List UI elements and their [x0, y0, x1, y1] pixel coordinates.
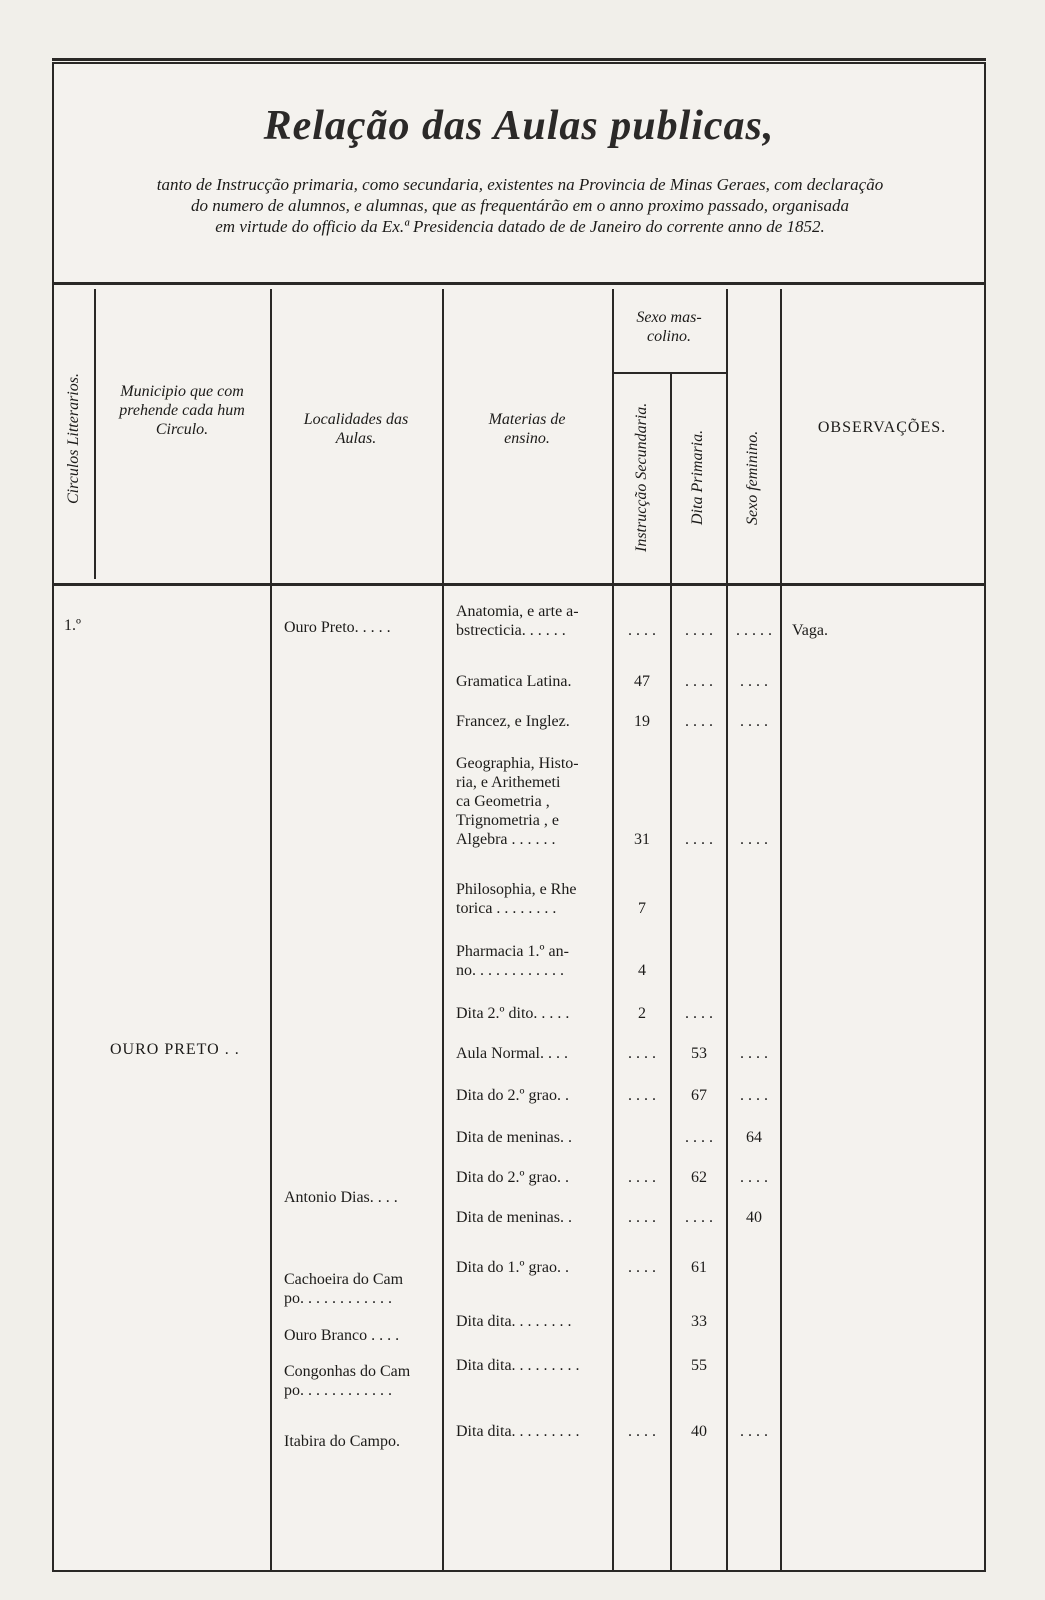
primaria-value: . . . . — [685, 713, 713, 730]
materia-line: Dita dita. . . . . . . . . — [456, 1423, 580, 1440]
materia-line: Dita 2.º dito. . . . . — [456, 1005, 570, 1022]
materia-line: ca Geometria , — [456, 793, 550, 810]
materia-line: Philosophia, e Rhe — [456, 881, 577, 898]
materia-line: Dita do 2.º grao. . — [456, 1087, 569, 1104]
col-divider — [270, 289, 272, 1572]
header-instrucao-secundaria: Instrucção Secundaria. — [633, 402, 650, 553]
header-circulos: Circulos Litterarios. — [65, 373, 82, 505]
materia-line: Algebra . . . . . . — [456, 831, 556, 848]
col-divider — [670, 374, 672, 1572]
feminino-value: . . . . — [740, 1423, 768, 1440]
header-municipio: Municipio que com prehende cada hum Circulo. — [119, 383, 245, 438]
materia-line: bstrecticia. . . . . . — [456, 622, 566, 639]
materia-line: Pharmacia 1.º an- — [456, 943, 569, 960]
primaria-value: . . . . — [685, 831, 713, 848]
header-localidades: Localidades das Aulas. — [303, 411, 409, 447]
primaria-value: 40 — [691, 1423, 707, 1440]
secundaria-value: 47 — [634, 673, 650, 690]
materia-line: Dita do 1.º grao. . — [456, 1259, 569, 1276]
feminino-value: 64 — [746, 1129, 762, 1146]
header-sexo-masculino: Sexo mas- colino. — [636, 309, 702, 345]
materia-line: no. . . . . . . . . . . . — [456, 962, 564, 979]
secundaria-value: . . . . — [628, 1423, 656, 1440]
header-dita-primaria: Dita Primaria. — [689, 429, 706, 526]
materia-line: Dita dita. . . . . . . . — [456, 1313, 572, 1330]
header-sexo-feminino: Sexo feminino. — [744, 430, 761, 525]
materia-line: Trignometria , e — [456, 812, 559, 829]
secundaria-value: 19 — [634, 713, 650, 730]
materia-line: Anatomia, e arte a- — [456, 603, 579, 620]
primaria-value: . . . . — [685, 673, 713, 690]
materia-line: Gramatica Latina. — [456, 673, 572, 690]
top-border — [52, 58, 986, 61]
feminino-value: . . . . — [740, 1169, 768, 1186]
localidade-line: Ouro Branco . . . . — [284, 1327, 400, 1344]
primaria-value: . . . . — [685, 1209, 713, 1226]
primaria-value: 55 — [691, 1357, 707, 1374]
localidade-line: Antonio Dias. . . . — [284, 1189, 398, 1206]
localidade-line: po. . . . . . . . . . . . — [284, 1290, 392, 1307]
localidade-line: Congonhas do Cam — [284, 1363, 411, 1380]
feminino-value: . . . . — [740, 1045, 768, 1062]
primaria-value: . . . . — [685, 622, 713, 639]
localidade-line: Cachoeira do Cam — [284, 1271, 404, 1288]
subheader-rule — [612, 372, 726, 374]
subtitle-line: em virtude do officio da Ex.ª Presidencia datado de de Janeiro do corrente anno de 1852. — [215, 217, 825, 236]
page-subtitle — [72, 174, 968, 237]
secundaria-value: 31 — [634, 831, 650, 848]
localidade-line: Itabira do Campo. — [284, 1433, 400, 1450]
primaria-value: 67 — [691, 1087, 707, 1104]
subtitle-line: do numero de alumnos, e alumnas, que as frequentárão em o anno proximo passado, organisada — [190, 196, 850, 215]
materia-line: Dita de meninas. . — [456, 1129, 572, 1146]
header-observacoes: OBSERVAÇÕES. — [817, 419, 947, 436]
feminino-value: . . . . — [740, 831, 768, 848]
materia-line: Dita do 2.º grao. . — [456, 1169, 569, 1186]
subtitle-line: tanto de Instrucção primaria, como secundaria, existentes na Provincia de Minas Geraes, com declaração — [156, 175, 884, 194]
materia-line: ria, e Arithemeti — [456, 774, 561, 791]
secundaria-value: 2 — [638, 1005, 646, 1022]
secundaria-value: . . . . — [628, 622, 656, 639]
primaria-value: 61 — [691, 1259, 707, 1276]
primaria-value: . . . . — [685, 1129, 713, 1146]
primaria-value: 62 — [691, 1169, 707, 1186]
materia-line: Geographia, Histo- — [456, 755, 579, 772]
secundaria-value: . . . . — [628, 1087, 656, 1104]
page-title: Relação das Aulas publicas, — [263, 103, 775, 149]
secundaria-value: 4 — [638, 962, 646, 979]
col-divider — [612, 289, 614, 1572]
materia-line: torica . . . . . . . . — [456, 900, 557, 917]
feminino-value: . . . . — [740, 713, 768, 730]
secundaria-value: 7 — [638, 900, 646, 917]
feminino-value: . . . . — [740, 673, 768, 690]
feminino-value: 40 — [746, 1209, 762, 1226]
header-materias: Materias de ensino. — [488, 411, 566, 447]
col-divider — [442, 289, 444, 1572]
feminino-value: . . . . . — [736, 622, 772, 639]
observacao-value: Vaga. — [792, 622, 828, 639]
col-divider — [726, 289, 728, 1572]
localidade-line: po. . . . . . . . . . . . — [284, 1382, 392, 1399]
document-sheet — [52, 62, 986, 1572]
materia-line: Dita dita. . . . . . . . . — [456, 1357, 580, 1374]
localidade-line: Ouro Preto. . . . . — [284, 619, 391, 636]
secundaria-value: . . . . — [628, 1045, 656, 1062]
primaria-value: 33 — [691, 1313, 707, 1330]
materia-line: Francez, e Inglez. — [456, 713, 570, 730]
primaria-value: . . . . — [685, 1005, 713, 1022]
secundaria-value: . . . . — [628, 1259, 656, 1276]
municipio-name: OURO PRETO . . — [110, 1041, 240, 1058]
circulo-number: 1.º — [64, 617, 81, 634]
feminino-value: . . . . — [740, 1087, 768, 1104]
primaria-value: 53 — [691, 1045, 707, 1062]
header-rule — [54, 282, 984, 285]
materia-line: Aula Normal. . . . — [456, 1045, 568, 1062]
secundaria-value: . . . . — [628, 1169, 656, 1186]
secundaria-value: . . . . — [628, 1209, 656, 1226]
materia-line: Dita de meninas. . — [456, 1209, 572, 1226]
table-header-rule — [54, 583, 984, 586]
document-header — [54, 64, 984, 286]
col-divider — [780, 289, 782, 1572]
